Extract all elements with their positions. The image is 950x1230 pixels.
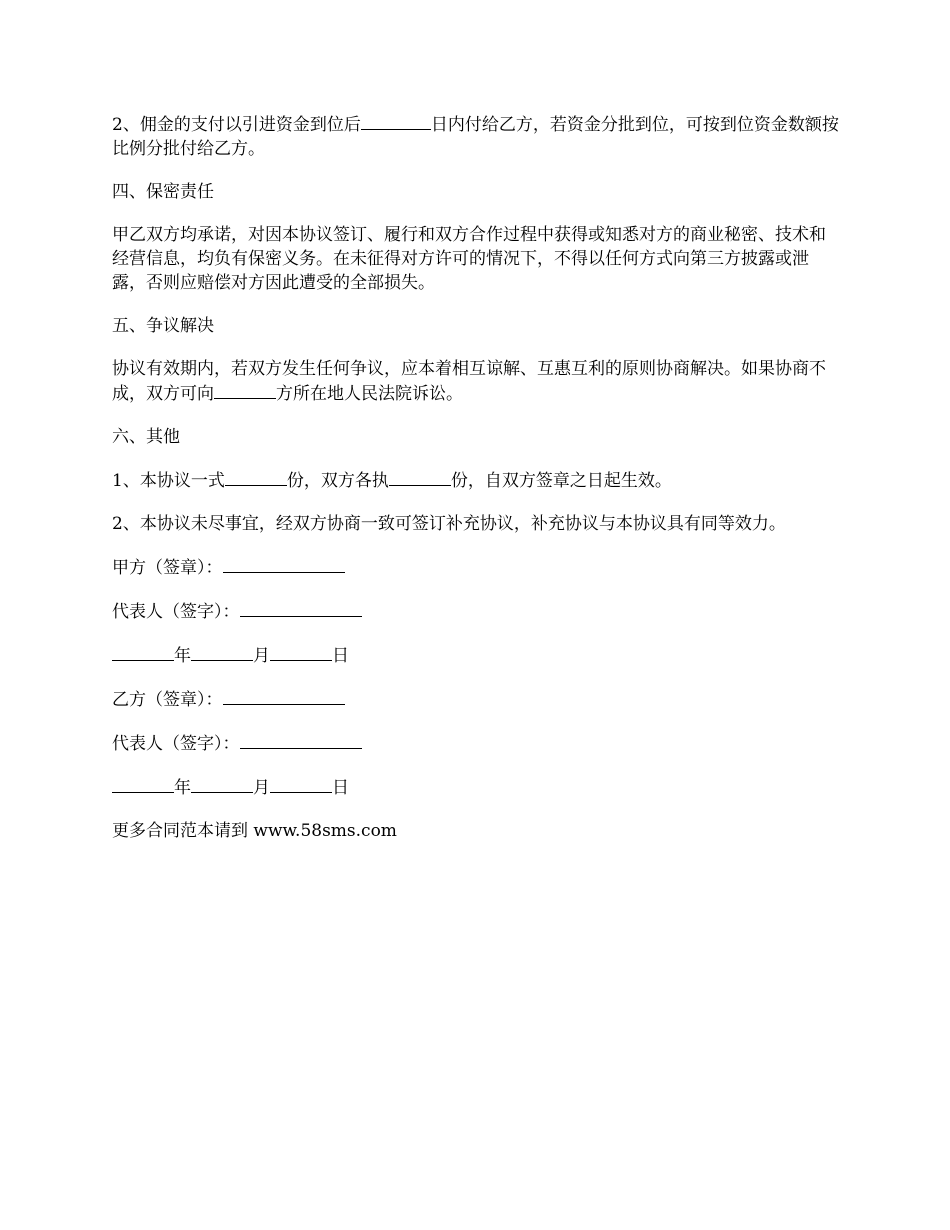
supplement-clause: 2、本协议未尽事宜，经双方协商一致可签订补充协议，补充协议与本协议具有同等效力。 (112, 514, 786, 534)
dispute-text-cont: 方所在地人民法院诉讼。 (276, 384, 463, 404)
copies-clause (112, 468, 842, 493)
party-b-rep-line (112, 731, 842, 756)
party-a-rep-label: 代表人（签字）： (112, 602, 240, 622)
party-a-sign-blank (223, 555, 345, 573)
document-body (112, 112, 842, 862)
section-heading-other: 六、其他 (112, 427, 180, 447)
party-b-sign-label: 乙方（签章）： (112, 690, 223, 710)
copies-total-blank (225, 468, 287, 486)
party-b-sign-blank (223, 687, 345, 705)
copies-text-3: 份，自双方签章之日起生效。 (450, 471, 672, 491)
section-heading-dispute: 五、争议解决 (112, 316, 214, 336)
party-b-sign-line (112, 687, 842, 712)
dispute-text: 协议有效期内，若双方发生任何争议，应本着相互谅解、互惠互利的原则协商解决。如果协商不成，双方可向 (112, 359, 826, 404)
payment-clause-text-cont: 日内付给乙方，若资金分批到位，可按到位资金数额按比例分批付给乙方。 (112, 115, 839, 159)
payment-clause-text: 2、佣金的支付以引进资金到位后 (112, 115, 361, 135)
party-a-rep-blank (240, 599, 362, 617)
party-a-sign-line (112, 555, 842, 580)
copies-text-2: 份，双方各执 (286, 471, 389, 491)
party-a-date-line (112, 643, 842, 668)
days-blank (361, 112, 431, 130)
party-a-rep-line (112, 599, 842, 624)
month-blank (191, 643, 253, 661)
confidentiality-body: 甲乙双方均承诺，对因本协议签订、履行和双方合作过程中获得或知悉对方的商业秘密、技术和经营信息，均负有保密义务。在未征得对方许可的情况下，不得以任何方式向第三方披露或泄露，否则应赔偿对方因此遭受的全部损失。 (112, 225, 826, 293)
payment-clause (112, 112, 842, 161)
court-party-blank (214, 381, 276, 399)
year-blank (112, 643, 174, 661)
month-label: 月 (253, 778, 270, 798)
year-label: 年 (174, 778, 191, 798)
footer-link-text: 更多合同范本请到 www.58sms.com (112, 821, 397, 841)
party-a-sign-label: 甲方（签章）： (112, 558, 223, 578)
dispute-body (112, 357, 842, 406)
month-label: 月 (253, 646, 270, 666)
copies-text: 1、本协议一式 (112, 471, 225, 491)
year-blank (112, 775, 174, 793)
day-blank (270, 775, 332, 793)
copies-each-blank (389, 468, 451, 486)
day-blank (270, 643, 332, 661)
party-b-rep-blank (240, 731, 362, 749)
party-b-rep-label: 代表人（签字）： (112, 734, 240, 754)
year-label: 年 (174, 646, 191, 666)
section-heading-confidentiality: 四、保密责任 (112, 182, 214, 202)
day-label: 日 (332, 778, 349, 798)
month-blank (191, 775, 253, 793)
party-b-date-line (112, 775, 842, 800)
day-label: 日 (332, 646, 349, 666)
